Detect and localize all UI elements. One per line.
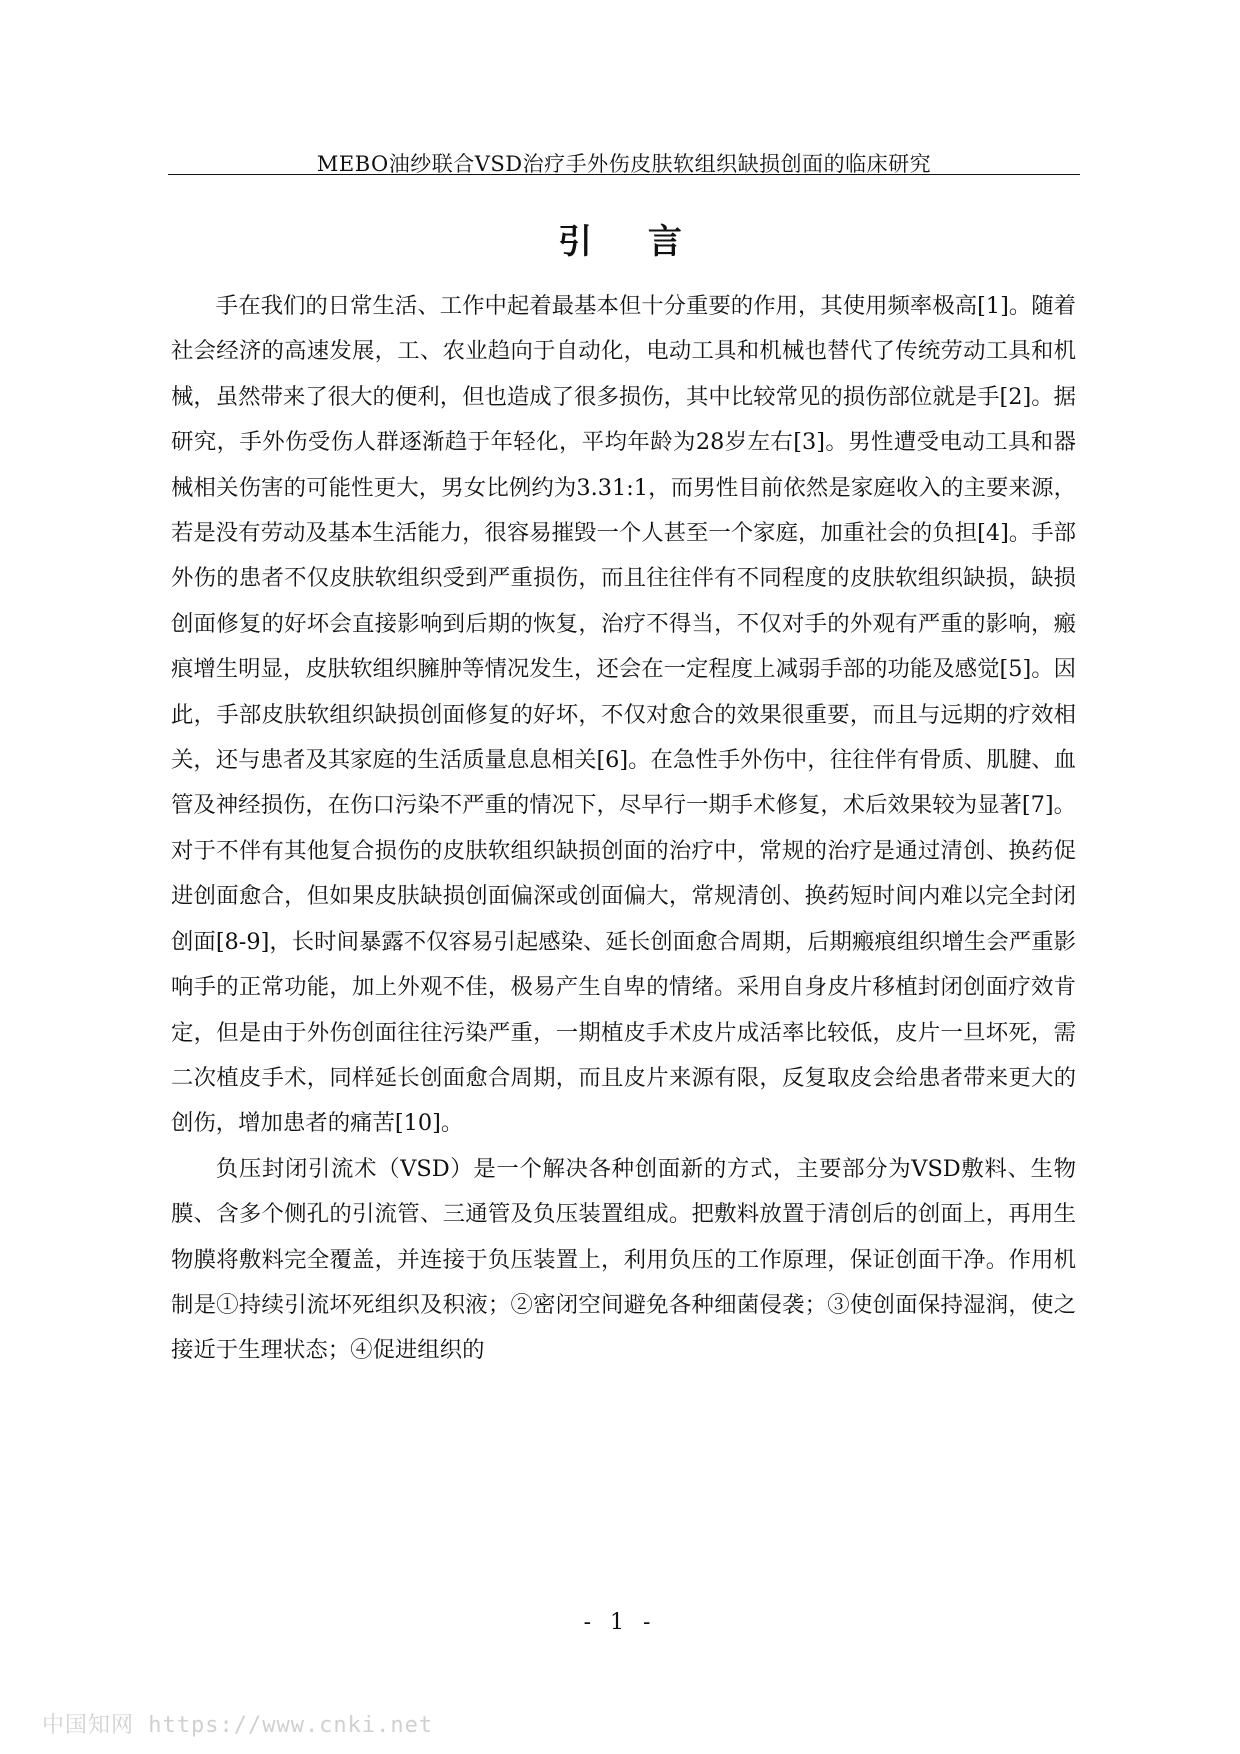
body-text [171,284,1076,1374]
paragraph-2: 负压封闭引流术（VSD）是一个解决各种创面新的方式，主要部分为VSD敷料、生物膜、含多个侧孔的引流管、三通管及负压装置组成。把敷料放置于清创后的创面上，再用生物膜将敷料完全覆盖，并连接于负压装置上，利用负压的工作原理，保证创面干净。作用机制是①持续引流坏死组织及积液；②密闭空间避免各种细菌侵袭；③使创面保持湿润，使之接近于生理状态；④促进组织的 [171,1155,1076,1364]
header-rule [168,174,1080,175]
cnki-watermark: 中国知网 https://www.cnki.net [42,1713,434,1738]
running-header: MEBO油纱联合VSD治疗手外伤皮肤软组织缺损创面的临床研究 [316,152,932,176]
page-number: - 1 - [583,1610,657,1635]
section-title: 引 言 [558,222,704,262]
paragraph-1: 手在我们的日常生活、工作中起着最基本但十分重要的作用，其使用频率极高[1]。随着社会经济的高速发展，工、农业趋向于自动化，电动工具和机械也替代了传统劳动工具和机械，虽然带来了很大的便利，但也造成了很多损伤，其中比较常见的损伤部位就是手[2]。据研究，手外伤受伤人群逐渐趋于年轻化，平均年龄为28岁左右[3]。男性遭受电动工具和器械相关伤害的可能性更大，男女比例约为3.31:1，而男性目前依然是家庭收入的主要来源，若是没有劳动及基本生活能力，很容易摧毁一个人甚至一个家庭，加重社会的负担[4]。手部外伤的患者不仅皮肤软组织受到严重损伤，而且往往伴有不同程度的皮肤软组织缺损，缺损创面修复的好坏会直接影响到后期的恢复，治疗不得当，不仅对手的外观有严重的影响，瘢痕增生明显，皮肤软组织臃肿等情况发生，还会在一定程度上减弱手部的功能及感觉[5]。因此，手部皮肤软组织缺损创面修复的好坏，不仅对愈合的效果很重要，而且与远期的疗效相关，还与患者及其家庭的生活质量息息相关[6]。在急性手外伤中，往往伴有骨质、肌腱、血管及神经损伤，在伤口污染不严重的情况下，尽早行一期手术修复，术后效果较为显著[7]。对于不伴有其他复合损伤的皮肤软组织缺损创面的治疗中，常规的治疗是通过清创、换药促进创面愈合，但如果皮肤缺损创面偏深或创面偏大，常规清创、换药短时间内难以完全封闭创面[8-9]，长时间暴露不仅容易引起感染、延长创面愈合周期，后期瘢痕组织增生会严重影响手的正常功能，加上外观不佳，极易产生自卑的情绪。采用自身皮片移植封闭创面疗效肯定，但是由于外伤创面往往污染严重，一期植皮手术皮片成活率比较低，皮片一旦坏死，需二次植皮手术，同样延长创面愈合周期，而且皮片来源有限，反复取皮会给患者带来更大的创伤，增加患者的痛苦[10]。 [171,293,1076,1137]
